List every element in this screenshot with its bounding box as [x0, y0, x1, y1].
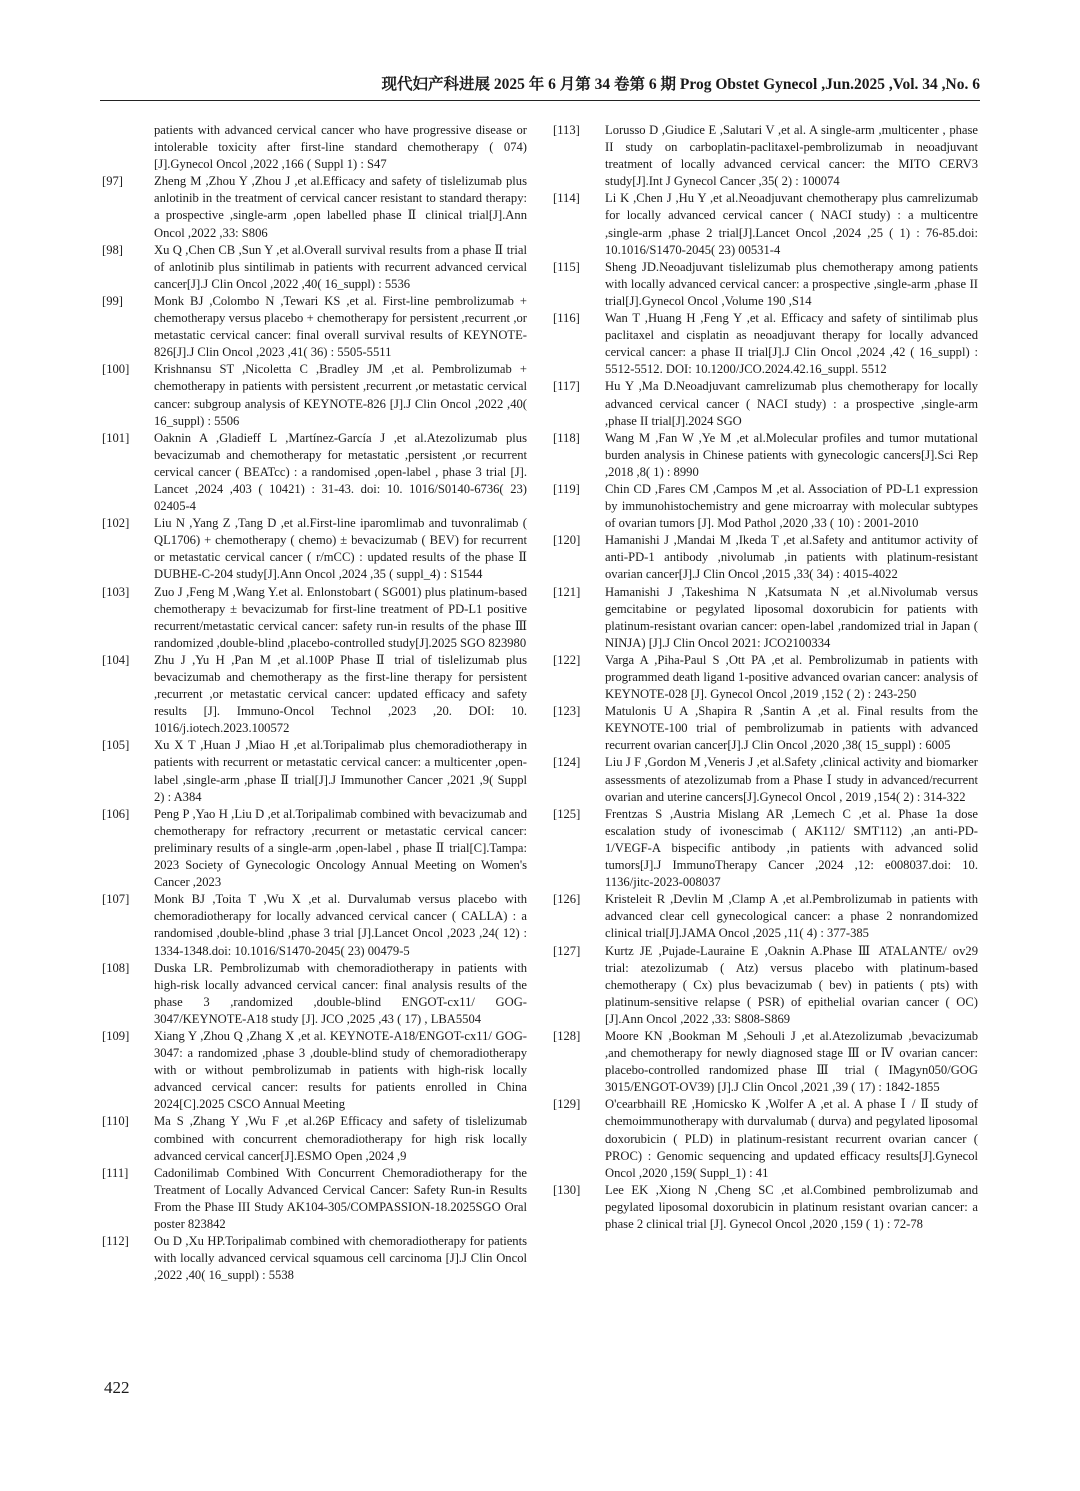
- reference-number: [120]: [553, 533, 581, 548]
- reference-entry: [553, 891, 978, 942]
- reference-text: Chin CD ,Fares CM ,Campos M ,et al. Association of PD-L1 expression by immunohistochemistry and gene microarray with molecular subtypes of ovarian tumors [J]. Mod Pathol ,2020 ,33 ( 10) : 2001-2010: [605, 481, 978, 531]
- running-header: 现代妇产科进展 2025 年 6 月第 34 卷第 6 期 Prog Obstet Gynecol ,Jun.2025 ,Vol. 34 ,No. 6: [100, 72, 980, 101]
- reference-text: Li K ,Chen J ,Hu Y ,et al.Neoadjuvant chemotherapy plus camrelizumab for locally advanced cervical cancer ( NACI study) : a multicentre ,single-arm ,phase 2 trial[J].Lancet Oncol ,2024 ,25 ( 1) : 76-85.doi: 10.1016/S1470-2045( 23) 00531-4: [605, 191, 978, 257]
- reference-text: Zuo J ,Feng M ,Wang Y.et al. Enlonstobart ( SG001) plus platinum-based chemotherapy ± bevacizumab for first-line treatment of PD-L1 positive recurrent/metastatic cervical cancer: safety run-in results of the phase Ⅲ randomized ,double-blind ,placebo-controlled study[J].2025 SGO 823980: [154, 584, 527, 650]
- reference-list-right: [553, 122, 978, 1233]
- reference-entry: [553, 806, 978, 891]
- reference-entry: [553, 1182, 978, 1233]
- reference-text: Lorusso D ,Giudice E ,Salutari V ,et al. A single-arm ,multicenter , phase II study on carboplatin-paclitaxel-pembrolizumab in neoadjuvant treatment of locally advanced cervical cancer: the MITO CERV3 study[J].Int J Gynecol Cancer ,35( 2) : 100074: [605, 123, 978, 189]
- reference-number: [112]: [102, 1234, 129, 1249]
- reference-number: [106]: [102, 806, 130, 821]
- reference-text: Xu Q ,Chen CB ,Sun Y ,et al.Overall survival results from a phase Ⅱ trial of anlotinib plus sintilimab in patients with recurrent advanced cervical cancer[J].J Clin Oncol ,2022 ,40( 16_suppl) : 5536: [154, 242, 527, 291]
- reference-text: Wan T ,Huang H ,Feng Y ,et al. Efficacy and safety of sintilimab plus paclitaxel and cisplatin as neoadjuvant therapy for locally advanced cervical cancer: a phase II trial[J].J Clin Oncol ,2024 ,42 ( 16_suppl) : 5512-5512. DOI: 10.1200/JCO.2024.42.16_suppl. 5512: [605, 311, 978, 377]
- reference-text: Sheng JD.Neoadjuvant tislelizumab plus chemotherapy among patients with locally advanced cervical cancer: a prospective ,single-arm ,phase II trial[J].Gynecol Oncol ,Volume 190 ,S14: [605, 259, 978, 308]
- reference-number: [127]: [553, 943, 581, 958]
- reference-entry: [102, 122, 527, 173]
- reference-text: Xu X T ,Huan J ,Miao H ,et al.Toripalimab plus chemoradiotherapy in patients with recurrent or metastatic cervical cancer: a multicenter ,open-label ,single-arm ,phase Ⅱ trial[J].J Immunother Cancer ,2021 ,9( Suppl 2) : A384: [154, 738, 527, 804]
- reference-text: Kristeleit R ,Devlin M ,Clamp A ,et al.Pembrolizumab in patients with advanced clear cell gynecological cancer: a phase 2 nonrandomized clinical trial[J].JAMA Oncol ,2025 ,11( 4) : 377-385: [605, 892, 978, 941]
- reference-number: [101]: [102, 430, 130, 445]
- reference-number: [99]: [102, 293, 123, 308]
- reference-entry: [102, 960, 527, 1028]
- reference-entry: [102, 1233, 527, 1284]
- reference-entry: [553, 310, 978, 378]
- reference-number: [104]: [102, 652, 130, 667]
- reference-entry: [553, 122, 978, 190]
- reference-text: Varga A ,Piha-Paul S ,Ott PA ,et al. Pembrolizumab in patients with programmed death ligand 1-positive advanced ovarian cancer: analysis of KEYNOTE-028 [J]. Gynecol Oncol ,2019 ,152 ( 2) : 243-250: [605, 652, 978, 702]
- reference-entry: [553, 1096, 978, 1181]
- reference-number: [116]: [553, 311, 580, 326]
- reference-text: Moore KN ,Bookman M ,Sehouli J ,et al.Atezolizumab ,bevacizumab ,and chemotherapy for newly diagnosed stage Ⅲ or Ⅳ ovarian cancer: placebo-controlled randomized phase Ⅲ trial ( IMagyn050/GOG 3015/ENGOT-OV39) [J].J Clin Oncol ,2021 ,39 ( 17) : 1842-1855: [605, 1028, 978, 1095]
- reference-text: Zheng M ,Zhou Y ,Zhou J ,et al.Efficacy and safety of tislelizumab plus anlotinib in the treatment of cervical cancer resistant to standard therapy: a prospective ,single-arm ,open labelled phase Ⅱ clinical trial[J].Ann Oncol ,2022 ,33: S806: [154, 174, 527, 240]
- reference-number: [119]: [553, 481, 580, 496]
- reference-entry: [553, 754, 978, 805]
- reference-text: Xiang Y ,Zhou Q ,Zhang X ,et al. KEYNOTE-A18/ENGOT-cx11/ GOG-3047: a randomized ,phase 3 ,double-blind study of chemoradiotherapy with or without pembrolizumab in patients with high-risk locally advanced cervical cancer: results for patients enrolled in China 2024[C].2025 CSCO Annual Meeting: [154, 1028, 527, 1112]
- reference-entry: [553, 652, 978, 703]
- reference-entry: [102, 806, 527, 891]
- reference-number: [128]: [553, 1028, 581, 1043]
- reference-entry: [102, 1165, 527, 1233]
- reference-number: [125]: [553, 806, 581, 821]
- reference-number: [111]: [102, 1165, 129, 1180]
- reference-number: [126]: [553, 892, 581, 907]
- reference-entry: [102, 173, 527, 241]
- reference-text: Oaknin A ,Gladieff L ,Martínez-García J ,et al.Atezolizumab plus bevacizumab and chemotherapy for metastatic ,persistent ,or recurrent cervical cancer ( BEATcc) : a randomised ,open-label , phase 3 trial [J]. Lancet ,2024 ,403 ( 10421) : 31-43. doi: 10. 1016/S0140-6736( 23) 02405-4: [154, 430, 527, 514]
- reference-entry: [102, 430, 527, 515]
- reference-text: Liu J F ,Gordon M ,Veneris J ,et al.Safety ,clinical activity and biomarker assessments of atezolizumab from a Phase Ⅰ study in advanced/recurrent ovarian and uterine cancers[J].Gynecol Oncol , 2019 ,154( 2) : 314-322: [605, 755, 978, 804]
- reference-number: [115]: [553, 259, 580, 274]
- reference-text: Hamanishi J ,Mandai M ,Ikeda T ,et al.Safety and antitumor activity of anti-PD-1 antibody ,nivolumab ,in patients with platinum-resistant ovarian cancer[J].J Clin Oncol ,2015 ,33( 34) : 4015-4022: [605, 533, 978, 582]
- reference-entry: [102, 737, 527, 805]
- reference-number: [129]: [553, 1097, 581, 1112]
- reference-entry: [102, 293, 527, 361]
- reference-entry: [553, 430, 978, 481]
- reference-text: Monk BJ ,Toita T ,Wu X ,et al. Durvalumab versus placebo with chemoradiotherapy for locally advanced cervical cancer ( CALLA) : a randomised ,double-blind ,phase 3 trial [J].Lancet Oncol ,2023 ,24( 12) : 1334-1348.doi: 10.1016/S1470-2045( 23) 00479-5: [154, 892, 527, 958]
- reference-text: Hu Y ,Ma D.Neoadjuvant camrelizumab plus chemotherapy for locally advanced cervical cancer ( NACI study) : a prospective ,single-arm ,phase II trial[J].2024 SGO: [605, 379, 978, 428]
- reference-entry: [553, 190, 978, 258]
- reference-number: [130]: [553, 1182, 581, 1197]
- reference-text: Lee EK ,Xiong N ,Cheng SC ,et al.Combined pembrolizumab and pegylated liposomal doxorubicin in platinum resistant ovarian cancer: a phase 2 clinical trial [J]. Gynecol Oncol ,2020 ,159 ( 1) : 72-78: [605, 1182, 978, 1231]
- reference-number: [102]: [102, 516, 130, 531]
- reference-entry: [553, 943, 978, 1028]
- reference-entry: [102, 1113, 527, 1164]
- reference-entry: [553, 378, 978, 429]
- reference-text: Duska LR. Pembrolizumab with chemoradiotherapy in patients with high-risk locally advanced cervical cancer: final analysis results of the phase 3 ,randomized ,double-blind ENGOT-cx11/ GOG-3047/KEYNOTE-A18 study [J]. JCO ,2025 ,43 ( 17) , LBA5504: [154, 960, 527, 1026]
- reference-entry: [553, 1028, 978, 1096]
- reference-number: [107]: [102, 892, 130, 907]
- reference-text: Peng P ,Yao H ,Liu D ,et al.Toripalimab combined with bevacizumab and chemotherapy for refractory ,recurrent or metastatic cervical cancer: preliminary results of a single-arm ,open-label , phase Ⅱ trial[C].Tampa: 2023 Society of Gynecologic Oncology Annual Meeting on Women's Cancer ,2023: [154, 806, 527, 890]
- reference-entry: [553, 532, 978, 583]
- reference-entry: [102, 891, 527, 959]
- reference-list-left: [102, 122, 527, 1284]
- reference-entry: [102, 242, 527, 293]
- reference-number: [108]: [102, 960, 130, 975]
- reference-text: patients with advanced cervical cancer who have progressive disease or intolerable toxicity after first-line standard chemotherapy ( 074) [J].Gynecol Oncol ,2022 ,166 ( Suppl 1) : S47: [154, 123, 527, 172]
- reference-text: Krishnansu ST ,Nicoletta C ,Bradley JM ,et al. Pembrolizumab + chemotherapy in patients with persistent ,recurrent ,or metastatic cervical cancer: subgroup analysis of KEYNOTE-826 [J].J Clin Oncol ,2022 ,40( 16_suppl) : 5506: [154, 362, 527, 428]
- reference-number: [105]: [102, 738, 130, 753]
- reference-number: [109]: [102, 1028, 130, 1043]
- reference-text: Matulonis U A ,Shapira R ,Santin A ,et al. Final results from the KEYNOTE-100 trial of pembrolizumab in patients with advanced recurrent ovarian cancer[J].J Clin Oncol ,2020 ,38( 15_suppl) : 6005: [605, 704, 978, 753]
- reference-number: [103]: [102, 584, 130, 599]
- reference-text: Cadonilimab Combined With Concurrent Chemoradiotherapy for the Treatment of Locally Advanced Cervical Cancer: Safety Run-in Results From the Phase III Study AK104-305/COMPASSION-18.2025SGO Oral poster 823842: [154, 1165, 527, 1231]
- reference-text: Hamanishi J ,Takeshima N ,Katsumata N ,et al.Nivolumab versus gemcitabine or pegylated liposomal doxorubicin for patients with platinum-resistant ovarian cancer: open-label ,randomized trial in Japan ( NINJA) [J].J Clin Oncol 2021: JCO2100334: [605, 584, 978, 650]
- reference-text: Zhu J ,Yu H ,Pan M ,et al.100P Phase Ⅱ trial of tislelizumab plus bevacizumab and chemotherapy as the first-line therapy for persistent ,recurrent ,or metastatic cervical cancer: updated efficacy and safety results [J]. Immuno-Oncol Technol ,2023 ,20. DOI: 10. 1016/j.iotech.2023.100572: [154, 652, 527, 736]
- reference-entry: [553, 584, 978, 652]
- reference-text: Ma S ,Zhang Y ,Wu F ,et al.26P Efficacy and safety of tislelizumab combined with concurrent chemoradiotherapy for high risk locally advanced cervical cancer[J].ESMO Open ,2024 ,9: [154, 1114, 527, 1163]
- reference-number: [123]: [553, 704, 581, 719]
- reference-entry: [553, 481, 978, 532]
- reference-entry: [553, 703, 978, 754]
- reference-number: [97]: [102, 174, 123, 189]
- reference-text: Ou D ,Xu HP.Toripalimab combined with chemoradiotherapy for patients with locally advanced cervical squamous cell carcinoma [J].J Clin Oncol ,2022 ,40( 16_suppl) : 5538: [154, 1234, 527, 1283]
- reference-text: Kurtz JE ,Pujade-Lauraine E ,Oaknin A.Phase Ⅲ ATALANTE/ ov29 trial: atezolizumab ( Atz) versus placebo with platinum-based chemotherapy ( Cx) plus bevacizumab ( bev) in patients ( pts) with platinum-sensitive relapse ( PSR) of epithelial ovarian cancer ( OC) [J].Ann Oncol ,2022 ,33: S808-S869: [605, 943, 978, 1026]
- reference-number: [122]: [553, 652, 581, 667]
- reference-text: O'cearbhaill RE ,Homicsko K ,Wolfer A ,et al. A phase Ⅰ / Ⅱ study of chemoimmunotherapy with durvalumab ( durva) and pegylated liposomal doxorubicin ( PLD) in platinum-resistant recurrent ovarian cancer ( PROC) : Genomic sequencing and updated efficacy results[J].Gynecol Oncol ,2020 ,159( Suppl_1) : 41: [605, 1097, 978, 1180]
- reference-entry: [553, 259, 978, 310]
- reference-number: [117]: [553, 379, 580, 394]
- reference-entry: [102, 515, 527, 583]
- reference-number: [110]: [102, 1114, 129, 1129]
- reference-number: [118]: [553, 430, 580, 445]
- reference-number: [121]: [553, 584, 581, 599]
- reference-entry: [102, 652, 527, 737]
- reference-entry: [102, 584, 527, 652]
- reference-number: [100]: [102, 362, 130, 377]
- reference-number: [113]: [553, 123, 580, 137]
- reference-number: [114]: [553, 191, 580, 206]
- reference-entry: [102, 1028, 527, 1113]
- reference-text: Frentzas S ,Austria Mislang AR ,Lemech C ,et al. Phase 1a dose escalation study of ivonescimab ( AK112/ SMT112) ,an anti-PD-1/VEGF-A bispecific antibody ,in patients with advanced solid tumors[J].J ImmunoTherapy Cancer ,2024 ,12: e008037.doi: 10. 1136/jitc-2023-008037: [605, 806, 978, 890]
- reference-text: Monk BJ ,Colombo N ,Tewari KS ,et al. First-line pembrolizumab + chemotherapy versus placebo + chemotherapy for persistent ,recurrent ,or metastatic cervical cancer: final overall survival results of KEYNOTE-826[J].J Clin Oncol ,2023 ,41( 36) : 5505-5511: [154, 293, 527, 360]
- reference-entry: [102, 361, 527, 429]
- reference-number: [124]: [553, 755, 581, 770]
- page-number: 422: [104, 1378, 130, 1397]
- reference-number: [98]: [102, 242, 123, 257]
- reference-text: Liu N ,Yang Z ,Tang D ,et al.First-line iparomlimab and tuvonralimab ( QL1706) + chemotherapy ( chemo) ± bevacizumab ( BEV) for recurrent or metastatic cervical cancer ( r/mCC) : updated results of the phase Ⅱ DUBHE-C-204 study[J].Ann Oncol ,2024 ,35 ( suppl_4) : S1544: [154, 516, 527, 582]
- reference-text: Wang M ,Fan W ,Ye M ,et al.Molecular profiles and tumor mutational burden analysis in Chinese patients with gynecologic cancers[J].Sci Rep ,2018 ,8( 1) : 8990: [605, 430, 978, 479]
